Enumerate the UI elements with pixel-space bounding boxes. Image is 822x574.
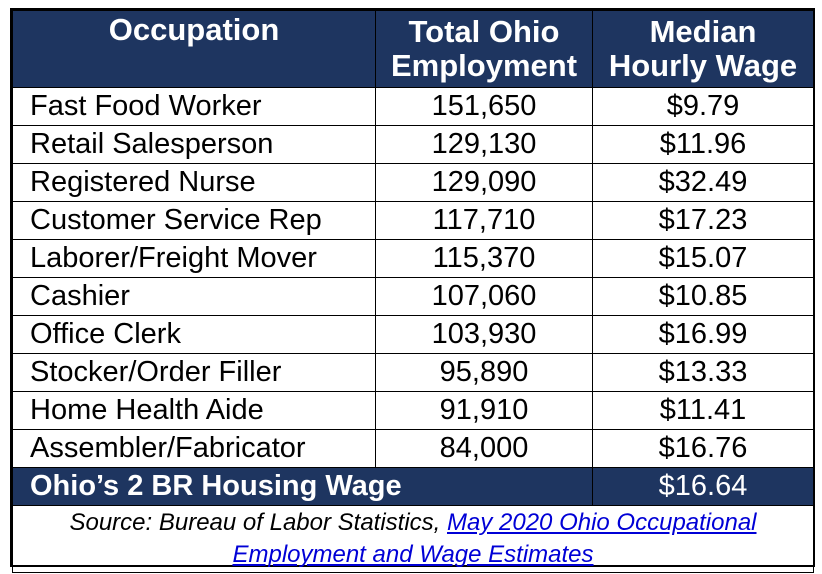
- table-row: [13, 430, 814, 468]
- wage-cell: $32.49: [593, 164, 814, 202]
- table-row: [13, 354, 814, 392]
- employment-cell: 91,910: [376, 392, 593, 430]
- header-employment-line-2: Employment: [390, 48, 578, 83]
- table-row: [13, 392, 814, 430]
- housing-wage-label: Ohio’s 2 BR Housing Wage: [13, 468, 593, 506]
- table-row: [13, 202, 814, 240]
- occupation-cell: Office Clerk: [13, 316, 376, 354]
- source-prefix: Source: Bureau of Labor Statistics,: [69, 509, 447, 536]
- source-cell: [13, 506, 814, 573]
- source-row: [13, 506, 814, 573]
- occupation-cell: Home Health Aide: [13, 392, 376, 430]
- wage-cell: $11.96: [593, 126, 814, 164]
- wage-cell: $16.99: [593, 316, 814, 354]
- table-row: [13, 316, 814, 354]
- employment-cell: 129,090: [376, 164, 593, 202]
- table-frame: [10, 8, 815, 567]
- employment-cell: 95,890: [376, 354, 593, 392]
- wage-cell: $9.79: [593, 88, 814, 126]
- header-employment-line-1: Total Ohio: [408, 14, 560, 49]
- employment-cell: 103,930: [376, 316, 593, 354]
- table-row: [13, 278, 814, 316]
- employment-cell: 129,130: [376, 126, 593, 164]
- occupation-cell: Assembler/Fabricator: [13, 430, 376, 468]
- wage-cell: $10.85: [593, 278, 814, 316]
- employment-cell: 117,710: [376, 202, 593, 240]
- wage-cell: $17.23: [593, 202, 814, 240]
- occupation-cell: Customer Service Rep: [13, 202, 376, 240]
- table-body: [13, 88, 814, 573]
- table-row: [13, 240, 814, 278]
- table-row: [13, 126, 814, 164]
- header-total-ohio-employment: [376, 11, 593, 88]
- occupation-cell: Registered Nurse: [13, 164, 376, 202]
- source-link[interactable]: May 2020 Ohio Occupational Employment and Wage Estimates: [232, 509, 757, 568]
- wage-cell: $16.76: [593, 430, 814, 468]
- wage-cell: $15.07: [593, 240, 814, 278]
- employment-cell: 84,000: [376, 430, 593, 468]
- occupation-cell: Fast Food Worker: [13, 88, 376, 126]
- header-row: [13, 11, 814, 88]
- wage-cell: $13.33: [593, 354, 814, 392]
- occupation-wage-table: [12, 10, 814, 573]
- housing-wage-value: $16.64: [593, 468, 814, 506]
- employment-cell: 151,650: [376, 88, 593, 126]
- occupation-cell: Cashier: [13, 278, 376, 316]
- table-row: [13, 88, 814, 126]
- occupation-cell: Laborer/Freight Mover: [13, 240, 376, 278]
- employment-cell: 107,060: [376, 278, 593, 316]
- header-wage-line-2: Hourly Wage: [608, 48, 798, 83]
- housing-wage-row: [13, 468, 814, 506]
- occupation-cell: Retail Salesperson: [13, 126, 376, 164]
- header-occupation: [13, 11, 376, 88]
- header-occupation-line: Occupation: [108, 12, 280, 47]
- header-wage-line-1: Median: [649, 14, 757, 49]
- header-median-hourly-wage: [593, 11, 814, 88]
- table-row: [13, 164, 814, 202]
- wage-cell: $11.41: [593, 392, 814, 430]
- occupation-cell: Stocker/Order Filler: [13, 354, 376, 392]
- employment-cell: 115,370: [376, 240, 593, 278]
